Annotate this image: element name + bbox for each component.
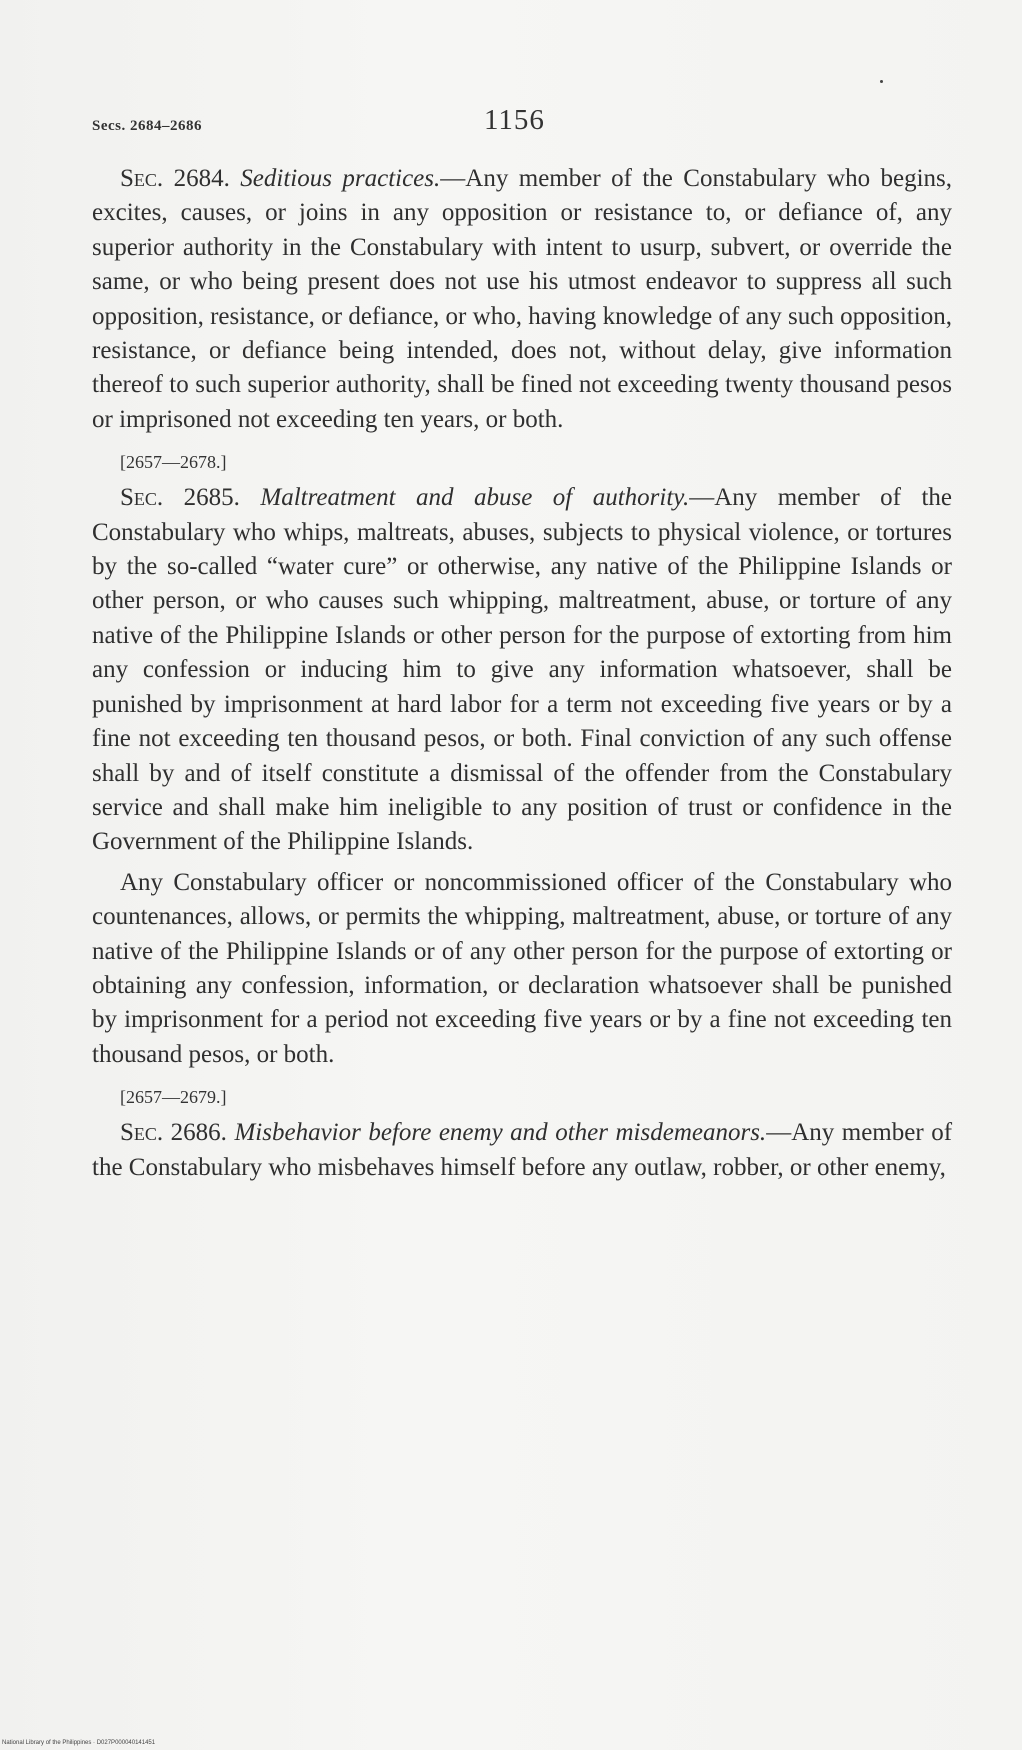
speck-mark — [880, 80, 883, 83]
page-body — [92, 162, 952, 1185]
section-2686 — [92, 1116, 952, 1185]
section-2684 — [92, 162, 952, 437]
section-label: Sec. 2685. — [120, 484, 240, 512]
page-number: 1156 — [484, 104, 545, 136]
section-range: Secs. 2684–2686 — [92, 118, 202, 134]
section-heading: Maltreatment and abuse of authority. — [260, 484, 690, 512]
citation: [2657—2679.] — [120, 1087, 227, 1108]
section-label: Sec. 2684. — [120, 165, 230, 192]
scan-footer: National Library of the Philippines · D027P000040141451 — [2, 1740, 156, 1746]
section-heading: Misbehavior before enemy and other misdemeanors. — [234, 1119, 767, 1147]
section-text: —Any member of the Constabulary who whips, maltreats, abuses, subjects to physical violence, or tortures by the so-called “water cure” or otherwise, any native of the Philippine Islands or other person, or who causes such whipping, maltreatment, abuse, or torture of any native of the Philippine Islands or other person for the purpose of extorting from him any confession or inducing him to give any information whatsoever, shall be punished by imprisonment at hard labor for a term not exceeding five years or by a fine not exceeding ten thousand pesos, or both. Final conviction of any such offense shall by and of itself constitute a dismissal of the offender from the Constabulary service and shall make him ineligible to any position of trust or confidence in the Government of the Philippine Islands. — [92, 484, 953, 856]
section-label: Sec. 2686. — [120, 1119, 227, 1147]
section-text: —Any member of the Constabulary who begins, excites, causes, or joins in any opposition or resistance to, or defiance of, any superior authority in the Constabulary with intent to usurp, subvert, or override the same, or who being present does not use his utmost endeavor to suppress all such opposition, resistance, or defiance, or who, having knowledge of any such opposition, resistance, or defiance being intended, does not, without delay, give information thereof to such superior authority, shall be fined not exceeding twenty thousand pesos or imprisoned not exceeding ten years, or both. — [92, 165, 953, 433]
section-2685-paragraph-2: Any Constabulary officer or noncommissioned officer of the Constabulary who countenances, allows, or permits the whipping, maltreatment, abuse, or torture of any native of the Philippine Islands or of any other person for the purpose of extorting or obtaining any confession, information, or declaration whatsoever shall be punished by imprisonment for a period not exceeding five years or by a fine not exceeding ten thousand pesos, or both. — [92, 868, 952, 1068]
section-2685 — [92, 481, 952, 859]
citation: [2657—2678.] — [120, 452, 227, 473]
page-header — [92, 104, 952, 144]
section-text: —Any member of the Constabulary who misbehaves himself before any outlaw, robber, or other enemy, — [92, 1119, 953, 1181]
section-heading: Seditious practices. — [240, 165, 441, 192]
